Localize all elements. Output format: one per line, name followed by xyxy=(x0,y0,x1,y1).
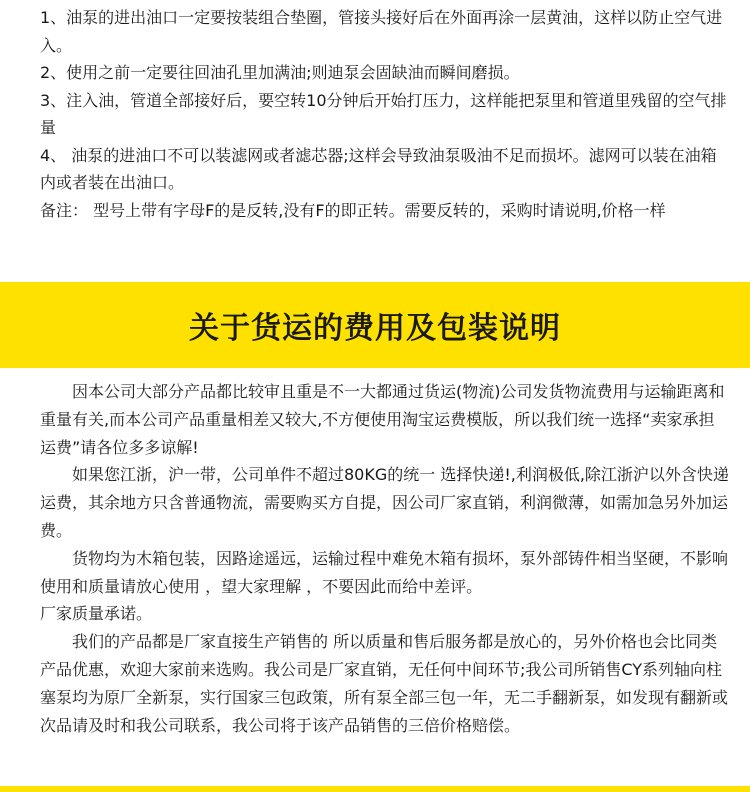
policy-paragraph-quality: 我们的产品都是厂家直接生产销售的 所以质量和售后服务都是放心的，另外价格也会比同类产品优惠，欢迎大家前来选购。我公司是厂家直销，无任何中间环节;我公司所销售CY系列轴向柱塞泵均为原厂全新泵，实行国家三包政策，所有泵全部三包一年，无二手翻新泵，如发现有翻新或次品请及时和我公司联系，我公司将于该产品销售的三倍价格赔偿。 xyxy=(40,632,729,735)
policy-paragraph-packaging: 货物均为木箱包装，因路途遥远，运输过程中难免木箱有损坏，泵外部铸件相当坚硬，不影响使用和质量请放心使用 ，望大家理解 ，不要因此而给中差评。 xyxy=(40,548,729,596)
note-paragraph-3: 3、注入油，管道全部接好后，要空转10分钟后开始打压力，这样能把泵里和管道里残留的空气排量 xyxy=(40,90,727,137)
usage-notes xyxy=(40,4,730,224)
remark-paragraph: 备注： 型号上带有字母F的是反转,没有F的即正转。需要反转的，采购时请说明,价格一样 xyxy=(40,200,666,220)
policy-paragraph-freight: 因本公司大部分产品都比较审且重是不一大都通过货运(物流)公司发货物流费用与运输距离和重量有关,而本公司产品重量相差又较大,不方便使用淘宝运费模版，所以我们统一选择“卖家承担运费”请各位多多谅解! xyxy=(40,382,725,457)
note-paragraph-2: 2、使用之前一定要往回油孔里加满油;则迪泵会固缺油而瞬间磨损。 xyxy=(40,63,520,82)
note-paragraph-1: 1、油泵的进出油口一定要按装组合垫圈，管接头接好后在外面再涂一层黄油，这样以防止空气进入。 xyxy=(40,8,723,55)
section-banner xyxy=(0,282,750,368)
bottom-yellow-strip xyxy=(0,786,750,792)
policy-heading-quality: 厂家质量承诺。 xyxy=(40,604,153,624)
shipping-policy xyxy=(40,378,730,739)
policy-paragraph-express: 如果您江浙，沪一带，公司单件不超过80KG的统一 选择快递!,利润极低,除江浙沪以外含快递运费，其余地方只含普通物流，需要购买方自提，因公司厂家直销，利润微薄，如需加急另外加运费。 xyxy=(40,465,729,540)
note-paragraph-4: 4、 油泵的进油口不可以装滤网或者滤芯器;这样会导致油泵吸油不足而损坏。滤网可以装在油箱内或者装在出油口。 xyxy=(40,145,717,192)
banner-title: 关于货运的费用及包装说明 xyxy=(189,311,561,346)
